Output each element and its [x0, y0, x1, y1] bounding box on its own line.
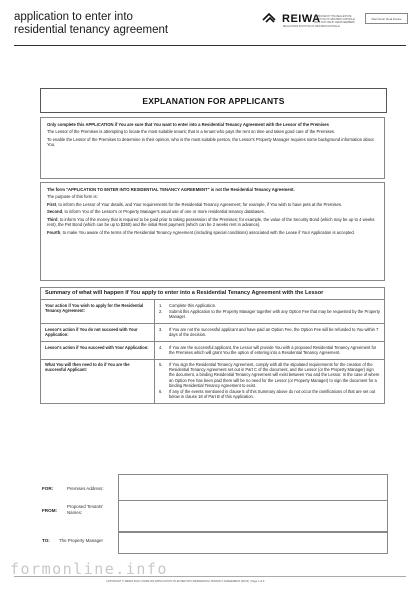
- logo-word: REIWA: [282, 13, 321, 25]
- purpose-label: Third: [47, 216, 58, 222]
- summary-table: [40, 287, 385, 404]
- approval-text: APPROVED BY THE REAL ESTATE INSTITUTE OF WESTERN AUSTRALIA (INC.) FOR USE BY REIWA MEMBERS: [314, 16, 355, 24]
- purpose-label: Fourth: [47, 229, 61, 235]
- intro-paragraph: The Lessor of the Premises is attempting to locate the most suitable tenant; that is a tenant who pays the rent on time and takes good care of the Premises.: [47, 129, 336, 135]
- table-row: [41, 342, 385, 360]
- row-content: [155, 300, 385, 324]
- row-label: Lessor's action if You succeed with Your Application:: [41, 342, 155, 360]
- header-divider: [14, 45, 406, 46]
- purpose-section: [40, 182, 385, 281]
- purpose-note: The form "APPLICATION TO ENTER INTO RESIDENTIAL TENANCY AGREEMENT" is not the Residential Tenancy Agreement.: [47, 187, 295, 192]
- list-item: [159, 345, 380, 355]
- table-row: [41, 324, 385, 342]
- summary-title-row: [41, 288, 385, 300]
- heading-box: [40, 88, 387, 113]
- row-label: What You will then need to do if You are the successful Applicant:: [41, 359, 155, 404]
- page-heading: EXPLANATION FOR APPLICANTS: [142, 95, 285, 106]
- item-number: 4.: [159, 344, 163, 350]
- item-number: 5.: [159, 362, 163, 368]
- list-item: [159, 303, 380, 308]
- premises-label: Premises Address:: [67, 486, 104, 491]
- row-content: [155, 342, 385, 360]
- item-text: Submit this Application to the Property Manager together with any Option Fee that may be requested by the Property Manager.: [169, 309, 380, 320]
- purpose-text: , to inform You of the Lessor's or Property Manager's usual use of one or more residential tenancy databases.: [62, 209, 265, 215]
- tenants-names-field[interactable]: [118, 500, 388, 532]
- summary-title: Summary of what will happen if You apply to enter into a Residential Tenancy Agreement with the Lessor: [41, 288, 385, 300]
- manager-label: The Property Manager: [59, 538, 103, 543]
- row-label: Lessor's action if You do not succeed with Your Application:: [41, 324, 155, 342]
- purpose-second: [47, 209, 378, 214]
- row-content: [155, 324, 385, 342]
- tenants-label: Proposed Tenants' Names:: [67, 504, 104, 515]
- purpose-label: Second: [47, 209, 63, 215]
- purpose-text: , to inform the Lessor of Your details, and Your requirements for the Residential Tenancy Agreement; for example, if You wish to have pets at the Premises.: [56, 201, 343, 207]
- item-number: 6.: [159, 389, 163, 395]
- item-text: If You are not the successful applicant and have paid an Option Fee, the Option Fee will be refunded to You within 7 days of the decision.: [169, 326, 379, 337]
- intro-warning: Only complete this APPLICATION if You are sure that You want to enter into a Residential Tenancy Agreement with the Lessor of the Premises: [47, 122, 329, 127]
- list-item: [159, 309, 380, 319]
- item-number: 3.: [159, 326, 163, 332]
- logo-subtitle: REAL ESTATE INSTITUTE OF WESTERN AUSTRALIA: [283, 26, 340, 28]
- agency-name-box: Macintosh Real Estate: [365, 13, 408, 24]
- list-item: [159, 362, 380, 387]
- to-label: TO:: [42, 538, 50, 543]
- purpose-fourth: [47, 230, 378, 235]
- property-manager-field[interactable]: [118, 532, 388, 554]
- table-row: [41, 300, 385, 324]
- list-item: [159, 327, 380, 337]
- item-text: If any of the events mentioned in clause 5 of this Summary above do not occur the ramifications of that are set out below in clause 18 of Part B of this Application.: [169, 389, 376, 400]
- purpose-label: First: [47, 201, 57, 207]
- from-label: FROM:: [42, 508, 58, 513]
- purpose-third: [47, 217, 378, 228]
- purpose-intro: The purpose of this form is:: [47, 194, 98, 200]
- purpose-text: , to make You aware of the terms of the Residential Tenancy Agreement (including special conditions) associated with the Lease if Your Application is accepted.: [60, 229, 355, 235]
- item-number: 1.: [159, 302, 163, 308]
- intro-section: [40, 117, 385, 179]
- purpose-first: [47, 202, 378, 207]
- row-label: Your action if You wish to apply for the Residential Tenancy Agreement:: [41, 300, 155, 324]
- item-number: 2.: [159, 309, 163, 315]
- row-content: [155, 359, 385, 404]
- intro-paragraph: To enable the Lessor of the Premises to determine in their opinion, who is the most suitable person, the Lessor's Property Manager requires some background information about You.: [47, 136, 374, 148]
- table-row: [41, 359, 385, 404]
- item-text: If You are the successful applicant, the Lessor will provide You with a proposed Residential Tenancy Agreement for the Premises which will grant You the option of entering into a Residential Tenancy Agreement.: [169, 344, 377, 355]
- footer-copyright: COPYRIGHT © REIWA 2013 | FORM 202 APPLICATION TO ENTER INTO RESIDENTIAL TENANCY AGREEMENT (06/13) | Page 1 of 9: [106, 580, 265, 583]
- item-text: Complete this Application.: [169, 302, 217, 308]
- house-logo-icon: [262, 13, 280, 25]
- purpose-text: , to inform You of the money that is required to be paid prior to taking possession of the Premises; for example, the value of the Security Bond (which may be up to 4 weeks rent), the Pet Bond (which can be up to $260) and the initial Rent payment (which can be 2 weeks rent in advance).: [47, 216, 375, 228]
- site-watermark: formonline.info: [10, 560, 168, 578]
- document-title: application to enter into residential tenancy agreement: [14, 11, 169, 36]
- list-item: [159, 389, 380, 399]
- item-text: If You sign the Residential Tenancy Agreement, comply with all the stipulated requirements for the creation of the Residential Tenancy Agreement set out in Part C of the document, and the Lessor (or the Property Manager) sign the document, a binding Residential Tenancy Agreement will exist between You and the Lessor. In the case of where an Option Fee has been paid there will be no need for the Lessor (or Property Manager) to sign the document for a binding Residential Tenancy Agreement to exist.: [169, 362, 380, 388]
- for-label: FOR:: [42, 486, 54, 491]
